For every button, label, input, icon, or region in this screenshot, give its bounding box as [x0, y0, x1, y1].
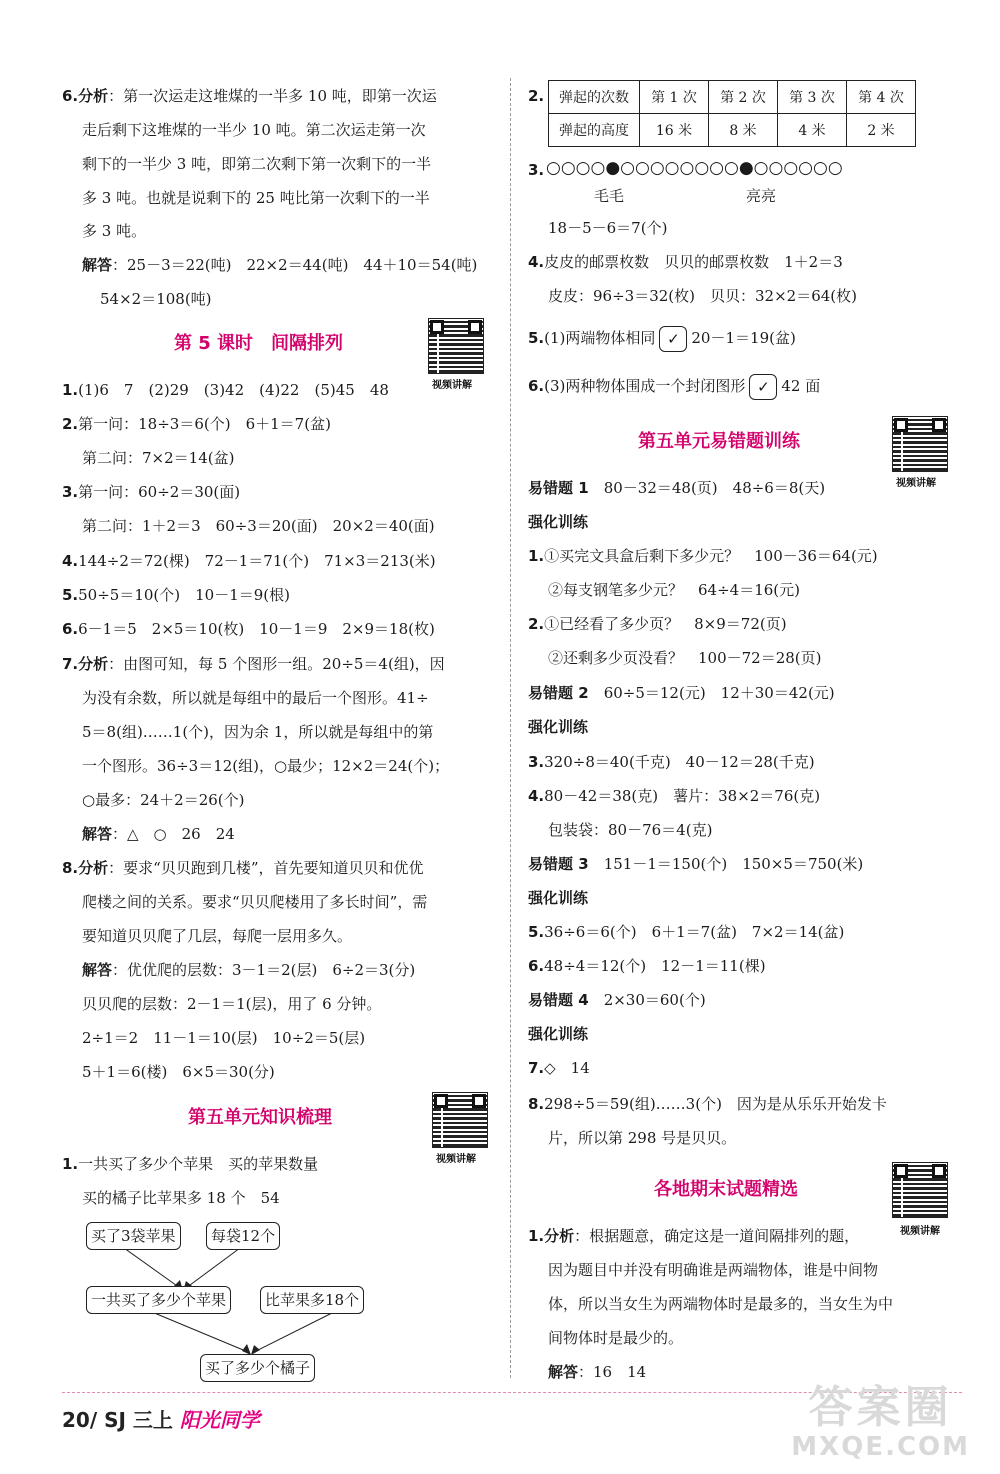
table-cell: 8 米 — [709, 114, 778, 147]
brand-logo: 阳光同学 — [179, 1408, 260, 1432]
table-cell: 2 米 — [847, 114, 916, 147]
err-2: 易错题 2 60÷5＝12(元) 12＋30＝42(元) — [528, 684, 835, 702]
diagram-box-more-than-apples: 比苹果多18个 — [260, 1286, 364, 1314]
qr-label: 视频讲解 — [896, 478, 936, 489]
s5-q3-line2: 第二问：1＋2＝3 60÷3＝20(面) 20×2＝40(面) — [82, 517, 435, 535]
s5-q2-line2: 第二问：7×2＝14(盆) — [82, 449, 235, 467]
s5-q6: 6.6－1＝5 2×5＝10(枚) 10－1＝9 2×9＝18(枚) — [62, 620, 435, 638]
drill-heading: 强化训练 — [528, 889, 589, 907]
table-row — [549, 81, 916, 114]
s5-q5: 5.50÷5＝10(个) 10－1＝9(根) — [62, 586, 291, 604]
s5-q7-line5: ○最多：24＋2＝26(个) — [82, 791, 245, 809]
drill-q4-line2: 包装袋：80－76＝4(克) — [548, 821, 713, 839]
s5-q8-line3: 要知道贝贝爬了几层，每爬一层用多久。 — [82, 927, 353, 945]
diagram-box-per-bag: 每袋12个 — [206, 1222, 280, 1250]
qr-label: 视频讲解 — [432, 380, 472, 391]
err-3: 易错题 3 151－1＝150(个) 150×5＝750(米) — [528, 855, 864, 873]
r-q3-num: 3. — [528, 161, 545, 179]
r-q2-num: 2. — [528, 87, 545, 105]
review-q1-line2: 买的橘子比苹果多 18 个 54 — [82, 1189, 280, 1207]
r-q4-line2: 皮皮：96÷3＝32(枚) 贝贝：32×2＝64(枚) — [548, 287, 857, 305]
s5-q7-line2: 为没有余数，所以就是每组中的最后一个图形。41÷ — [82, 689, 429, 707]
qr-label: 视频讲解 — [436, 1154, 476, 1165]
check-icon: ✓ — [749, 374, 777, 400]
s5-q8-line1: 8.分析：要求“贝贝跑到几楼”，首先要知道贝贝和优优 — [62, 859, 424, 877]
diagram-box-oranges: 买了多少个橘子 — [200, 1354, 315, 1382]
s5-q7-line4: 一个图形。36÷3＝12(组)，○最少；12×2＝24(个)； — [82, 757, 450, 775]
site-watermark: 答案圈 MXQE.COM — [791, 1382, 970, 1462]
s5-q7-line3: 5＝8(组)……1(个)，因为余 1，所以就是每组中的第 — [82, 723, 434, 741]
q6-line4: 多 3 吨。也就是说剩下的 25 吨比第一次剩下的一半 — [82, 189, 430, 207]
q6-line2: 走后剩下这堆煤的一半少 10 吨。第二次运走第一次 — [82, 121, 426, 139]
name-maomao: 毛毛 — [594, 187, 625, 205]
s5-q8-answer1: 解答：优优爬的层数：3－1＝2(层) 6÷2＝3(分) — [82, 961, 416, 979]
drill-heading: 强化训练 — [528, 513, 589, 531]
diagram-arrows — [62, 0, 492, 1400]
qr-label: 视频讲解 — [900, 1226, 940, 1237]
q6-answer1: 解答：25－3＝22(吨) 22×2＝44(吨) 44＋10＝54(吨) — [82, 256, 478, 274]
drill-q7: 7.◇ 14 — [528, 1059, 590, 1077]
s5-q8-answer4: 5＋1＝6(楼) 6×5＝30(分) — [82, 1063, 275, 1081]
drill-q8-line1: 8.298÷5＝59(组)……3(个) 因为是从乐乐开始发卡 — [528, 1095, 887, 1113]
drill-q4-line1: 4.80－42＝38(克) 薯片：38×2＝76(克) — [528, 787, 821, 805]
table-row — [549, 114, 916, 147]
drill-heading: 强化训练 — [528, 1025, 589, 1043]
q6-answer2: 54×2＝108(吨) — [100, 290, 212, 308]
drill-q1-line2: ②每支钢笔多少元？ 64÷4＝16(元) — [548, 581, 800, 599]
r-q6: 6.(3)两种物体围成一个封闭图形 ✓ 42 面 — [528, 374, 820, 400]
finals-q1-line1: 1.分析：根据题意，确定这是一道间隔排列的题， — [528, 1227, 860, 1245]
drill-q8-line2: 片，所以第 298 号是贝贝。 — [548, 1129, 737, 1147]
book-code: SJ 三上 — [104, 1408, 173, 1432]
table-cell: 第 2 次 — [709, 81, 778, 114]
drill-q5: 5.36÷6＝6(个) 6＋1＝7(盆) 7×2＝14(盆) — [528, 923, 845, 941]
section-5-title: 第 5 课时 间隔排列 — [174, 333, 344, 354]
r-q3-answer: 18－5－6＝7(个) — [548, 219, 668, 237]
s5-q4: 4.144÷2＝72(棵) 72－1＝71(个) 71×3＝213(米) — [62, 552, 436, 570]
table-cell: 4 米 — [778, 114, 847, 147]
s5-q8-answer3: 2÷1＝2 11－1＝10(层) 10÷2＝5(层) — [82, 1029, 366, 1047]
finals-title: 各地期末试题精选 — [654, 1179, 798, 1200]
finals-q1-line4: 间物体时是最少的。 — [548, 1329, 684, 1347]
check-icon: ✓ — [659, 326, 687, 352]
review-q1-line1: 1.一共买了多少个苹果 买的苹果数量 — [62, 1155, 319, 1173]
s5-q7-line1: 7.分析：由图可知，每 5 个图形一组。20÷5＝4(组)，因 — [62, 655, 445, 673]
column-divider — [510, 78, 511, 1378]
drill-q2-line1: 2.①已经看了多少页？ 8×9＝72(页) — [528, 615, 787, 633]
table-cell: 第 4 次 — [847, 81, 916, 114]
r-q5: 5.(1)两端物体相同 ✓ 20－1＝19(盆) — [528, 326, 796, 352]
qr-code-icon[interactable] — [892, 1162, 948, 1218]
errors-title: 第五单元易错题训练 — [638, 431, 800, 452]
page-footer: 20/ SJ 三上 阳光同学 — [62, 1408, 260, 1432]
qr-code-icon[interactable] — [892, 416, 948, 472]
finals-q1-answer: 解答：16 14 — [548, 1363, 647, 1381]
drill-heading: 强化训练 — [528, 718, 589, 736]
name-liangliang: 亮亮 — [746, 187, 777, 205]
err-4: 易错题 4 2×30＝60(个) — [528, 991, 706, 1009]
drill-q6: 6.48÷4＝12(个) 12－1＝11(棵) — [528, 957, 766, 975]
drill-q2-line2: ②还剩多少页没看？ 100－72＝28(页) — [548, 649, 822, 667]
page-number: 20 — [62, 1408, 90, 1432]
table-cell: 弹起的高度 — [549, 114, 640, 147]
table-cell: 16 米 — [640, 114, 709, 147]
diagram-box-bags: 买了3袋苹果 — [86, 1222, 181, 1250]
q6-line3: 剩下的一半少 3 吨，即第二次剩下第一次剩下的一半 — [82, 155, 432, 173]
table-cell: 弹起的次数 — [549, 81, 640, 114]
bounce-table — [548, 80, 916, 147]
drill-q3: 3.320÷8＝40(千克) 40－12＝28(千克) — [528, 753, 815, 771]
q6-line5: 多 3 吨。 — [82, 222, 147, 240]
circle-row: ○○○○●○○○○○○○○●○○○○○○ — [546, 158, 843, 178]
finals-q1-line3: 体，所以当女生为两端物体时是最多的，当女生为中 — [548, 1295, 894, 1313]
finals-q1-line2: 因为题目中并没有明确谁是两端物体，谁是中间物 — [548, 1261, 879, 1279]
s5-q1: 1.(1)6 7 (2)29 (3)42 (4)22 (5)45 48 — [62, 381, 389, 399]
table-cell: 第 1 次 — [640, 81, 709, 114]
err-1: 易错题 1 80－32＝48(页) 48÷6＝8(天) — [528, 479, 826, 497]
table-cell: 第 3 次 — [778, 81, 847, 114]
s5-q7-answer: 解答：△ ○ 26 24 — [82, 825, 235, 843]
s5-q3-line1: 3.第一问：60÷2＝30(面) — [62, 483, 241, 501]
diagram-box-total-apples: 一共买了多少个苹果 — [86, 1286, 231, 1314]
s5-q2-line1: 2.第一问：18÷3＝6(个) 6＋1＝7(盆) — [62, 415, 331, 433]
s5-q8-answer2: 贝贝爬的层数：2－1＝1(层)，用了 6 分钟。 — [82, 995, 382, 1013]
s5-q8-line2: 爬楼之间的关系。要求“贝贝爬楼用了多长时间”，需 — [82, 893, 428, 911]
q6-line1: 6.分析：第一次运走这堆煤的一半多 10 吨，即第一次运 — [62, 87, 437, 105]
drill-q1-line1: 1.①买完文具盒后剩下多少元？ 100－36＝64(元) — [528, 547, 878, 565]
review-title: 第五单元知识梳理 — [188, 1107, 332, 1128]
r-q4-line1: 4.皮皮的邮票枚数 贝贝的邮票枚数 1＋2＝3 — [528, 253, 843, 271]
